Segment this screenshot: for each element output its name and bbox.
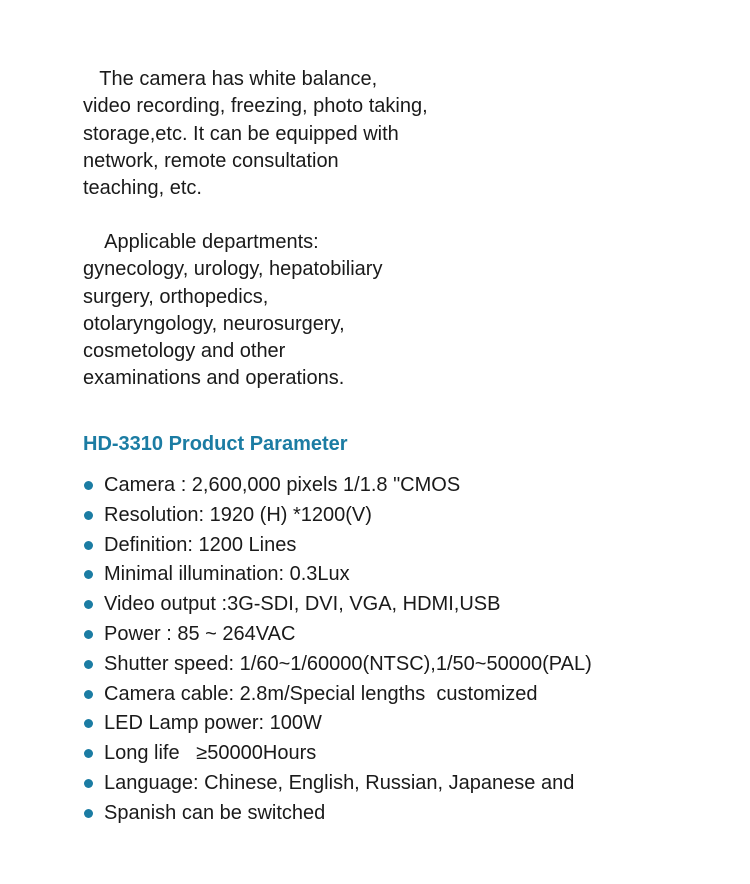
bullet-dot-icon (84, 541, 93, 550)
parameter-text: Definition: 1200 Lines (104, 533, 297, 556)
departments-line: otolaryngology, neurosurgery, (83, 312, 345, 335)
bullet-dot-icon (84, 630, 93, 639)
parameter-item (83, 799, 592, 829)
bullet-dot-icon (84, 779, 93, 788)
parameter-item (83, 501, 592, 531)
intro-line: storage,etc. It can be equipped with (83, 122, 399, 145)
parameter-text: Shutter speed: 1/60~1/60000(NTSC),1/50~50000(PAL) (104, 652, 592, 675)
parameter-item (83, 769, 592, 799)
intro-line: video recording, freezing, photo taking, (83, 95, 428, 118)
parameter-text: LED Lamp power: 100W (104, 712, 322, 735)
departments-line: Applicable departments: (83, 231, 319, 253)
intro-paragraph (83, 66, 428, 202)
parameter-item (83, 471, 592, 501)
bullet-dot-icon (84, 719, 93, 728)
departments-line: examinations and operations. (83, 367, 345, 390)
parameter-item (83, 680, 592, 710)
parameter-text: Long life ≥50000Hours (104, 742, 317, 765)
intro-line: The camera has white balance, (83, 68, 378, 90)
intro-line: network, remote consultation (83, 149, 339, 172)
parameter-text: Resolution: 1920 (H) *1200(V) (104, 503, 372, 526)
parameter-item (83, 531, 592, 561)
bullet-dot-icon (84, 690, 93, 699)
parameter-item (83, 590, 592, 620)
departments-line: gynecology, urology, hepatobiliary (83, 258, 383, 281)
parameter-text: Minimal illumination: 0.3Lux (104, 563, 350, 586)
intro-line: teaching, etc. (83, 177, 202, 200)
parameter-list (83, 471, 592, 829)
parameter-text: Video output :3G-SDI, DVI, VGA, HDMI,USB (104, 593, 501, 616)
parameter-item (83, 650, 592, 680)
bullet-dot-icon (84, 511, 93, 520)
parameter-text: Camera : 2,600,000 pixels 1/1.8 "CMOS (104, 474, 461, 496)
bullet-dot-icon (84, 570, 93, 579)
departments-line: surgery, orthopedics, (83, 285, 269, 308)
departments-paragraph (83, 229, 382, 393)
parameter-text: Camera cable: 2.8m/Special lengths customized (104, 682, 538, 705)
parameter-text: Spanish can be switched (104, 801, 326, 824)
parameter-item (83, 620, 592, 650)
bullet-dot-icon (84, 600, 93, 609)
parameter-text: Power : 85 ~ 264VAC (104, 622, 296, 645)
parameters-title: HD-3310 Product Parameter (83, 433, 348, 455)
parameter-item (83, 739, 592, 769)
bullet-dot-icon (84, 809, 93, 818)
parameter-item (83, 560, 592, 590)
bullet-dot-icon (84, 660, 93, 669)
parameter-item (83, 709, 592, 739)
departments-line: cosmetology and other (83, 340, 286, 363)
parameter-text: Language: Chinese, English, Russian, Japanese and (104, 771, 575, 794)
bullet-dot-icon (84, 481, 93, 490)
bullet-dot-icon (84, 749, 93, 758)
